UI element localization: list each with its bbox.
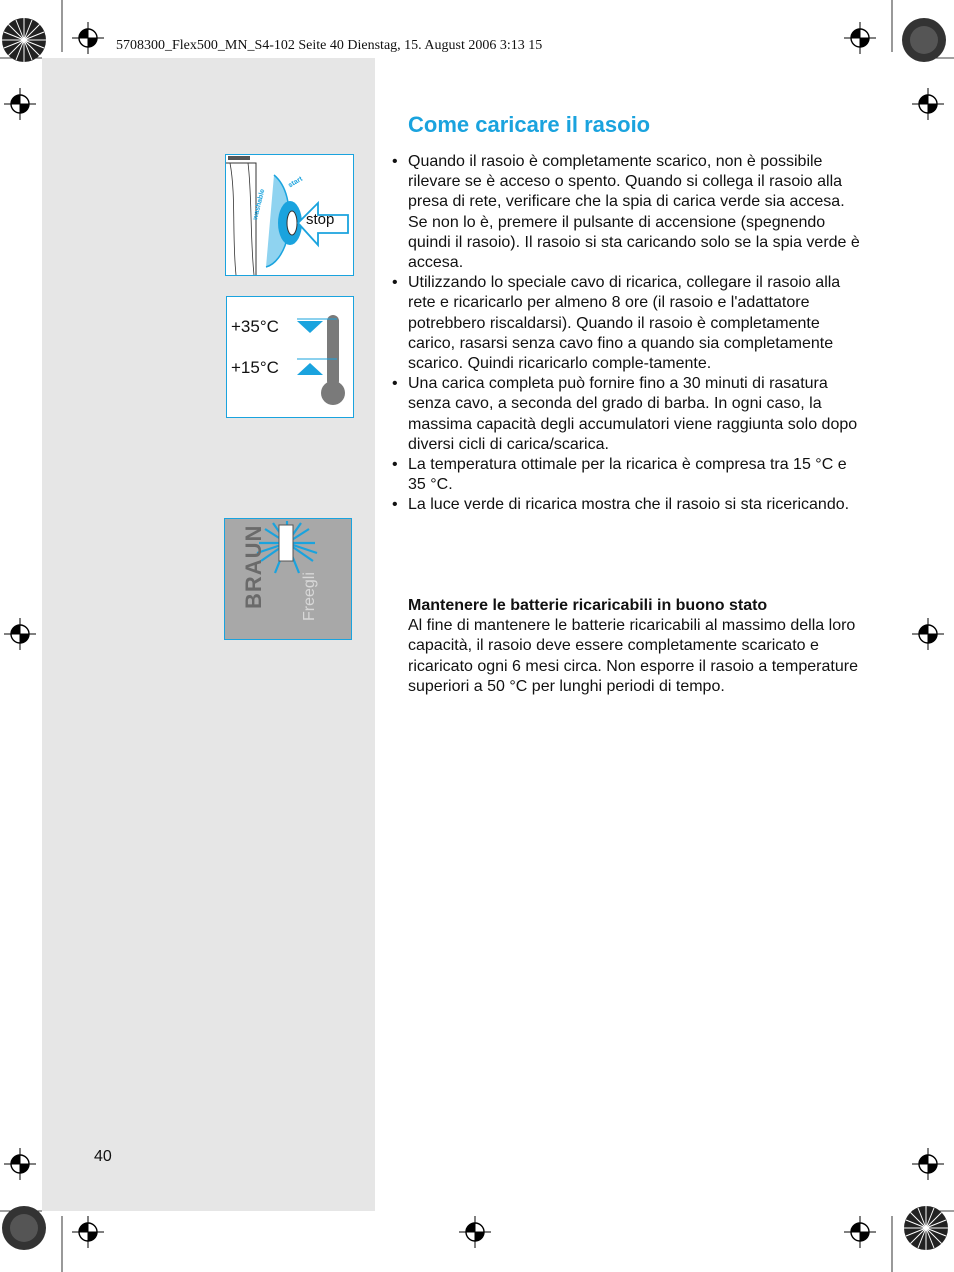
stop-label: stop bbox=[306, 211, 335, 228]
list-item bbox=[392, 495, 862, 515]
bullet-marker: • bbox=[392, 456, 398, 474]
start-label: start bbox=[287, 175, 304, 190]
bullet-marker: • bbox=[392, 375, 398, 393]
temperature-illustration bbox=[226, 296, 354, 418]
page-number: 40 bbox=[94, 1148, 112, 1165]
list-item-text: La temperatura ottimale per la ricarica è compresa tra 15 °C e 35 °C. bbox=[408, 456, 847, 494]
bullet-marker: • bbox=[392, 153, 398, 170]
washable-label: washable bbox=[252, 188, 267, 221]
maintenance-body: Al fine di mantenere le batterie ricaricabili al massimo della loro capacità, il rasoio deve essere completamente scaricato e ricaricato ogni 6 mesi circa. Non esporre il rasoio a temperature superiori a 50 °C per lunghi periodi di tempo. bbox=[408, 617, 858, 695]
charging-light-illustration bbox=[224, 518, 352, 640]
section-title: Come caricare il rasoio bbox=[408, 112, 651, 137]
list-item bbox=[392, 455, 862, 495]
maintenance-section bbox=[408, 596, 863, 697]
list-item-text: Utilizzando lo speciale cavo di ricarica, collegare il rasoio alla rete e ricaricarlo per almeno 8 ore (il rasoio e l'adattatore potrebbero riscaldarsi). Quando il rasoio è completamente carico, rasarsi senza cavo fino a quando sia completamente scarico. Quindi ricaricarlo comple-tamente. bbox=[408, 274, 841, 373]
model-label: Freegli bbox=[301, 572, 318, 621]
list-item-text: Quando il rasoio è completamente scarico, non è possibile rilevare se è acceso o spento. Quando si collega il rasoio alla presa di rete, verificare che la spia di carica verde sia accesa. Se non lo è, premere il pulsante di accensione (spegnendo quindi il rasoio). Il rasoio si sta caricando solo se la spia verde è accesa. bbox=[408, 153, 860, 272]
brand-logo: BRAUN bbox=[241, 524, 266, 609]
running-head: 5708300_Flex500_MN_S4-102 Seite 40 Dienstag, 15. August 2006 3:13 15 bbox=[116, 38, 543, 53]
thermometer-drawing bbox=[227, 297, 353, 417]
switch-illustration bbox=[225, 154, 354, 276]
list-item bbox=[392, 273, 862, 374]
list-item bbox=[392, 152, 862, 273]
list-item bbox=[392, 374, 862, 455]
bullet-marker: • bbox=[392, 496, 398, 514]
list-item-text: La luce verde di ricarica mostra che il rasoio si sta ricericando. bbox=[408, 496, 850, 514]
temperature-low-label: +15°C bbox=[231, 358, 279, 377]
bullet-list bbox=[392, 152, 862, 516]
temperature-high-label: +35°C bbox=[231, 317, 279, 336]
maintenance-title: Mantenere le batterie ricaricabili in buono stato bbox=[408, 597, 768, 614]
list-item-text: Una carica completa può fornire fino a 30 minuti di rasatura senza cavo, a seconda del grado di barba. In ogni caso, la massima capacità degli accumulatori viene raggiunta solo dopo diversi cicli di carica/scarica. bbox=[408, 375, 858, 453]
bullet-marker: • bbox=[392, 274, 398, 292]
